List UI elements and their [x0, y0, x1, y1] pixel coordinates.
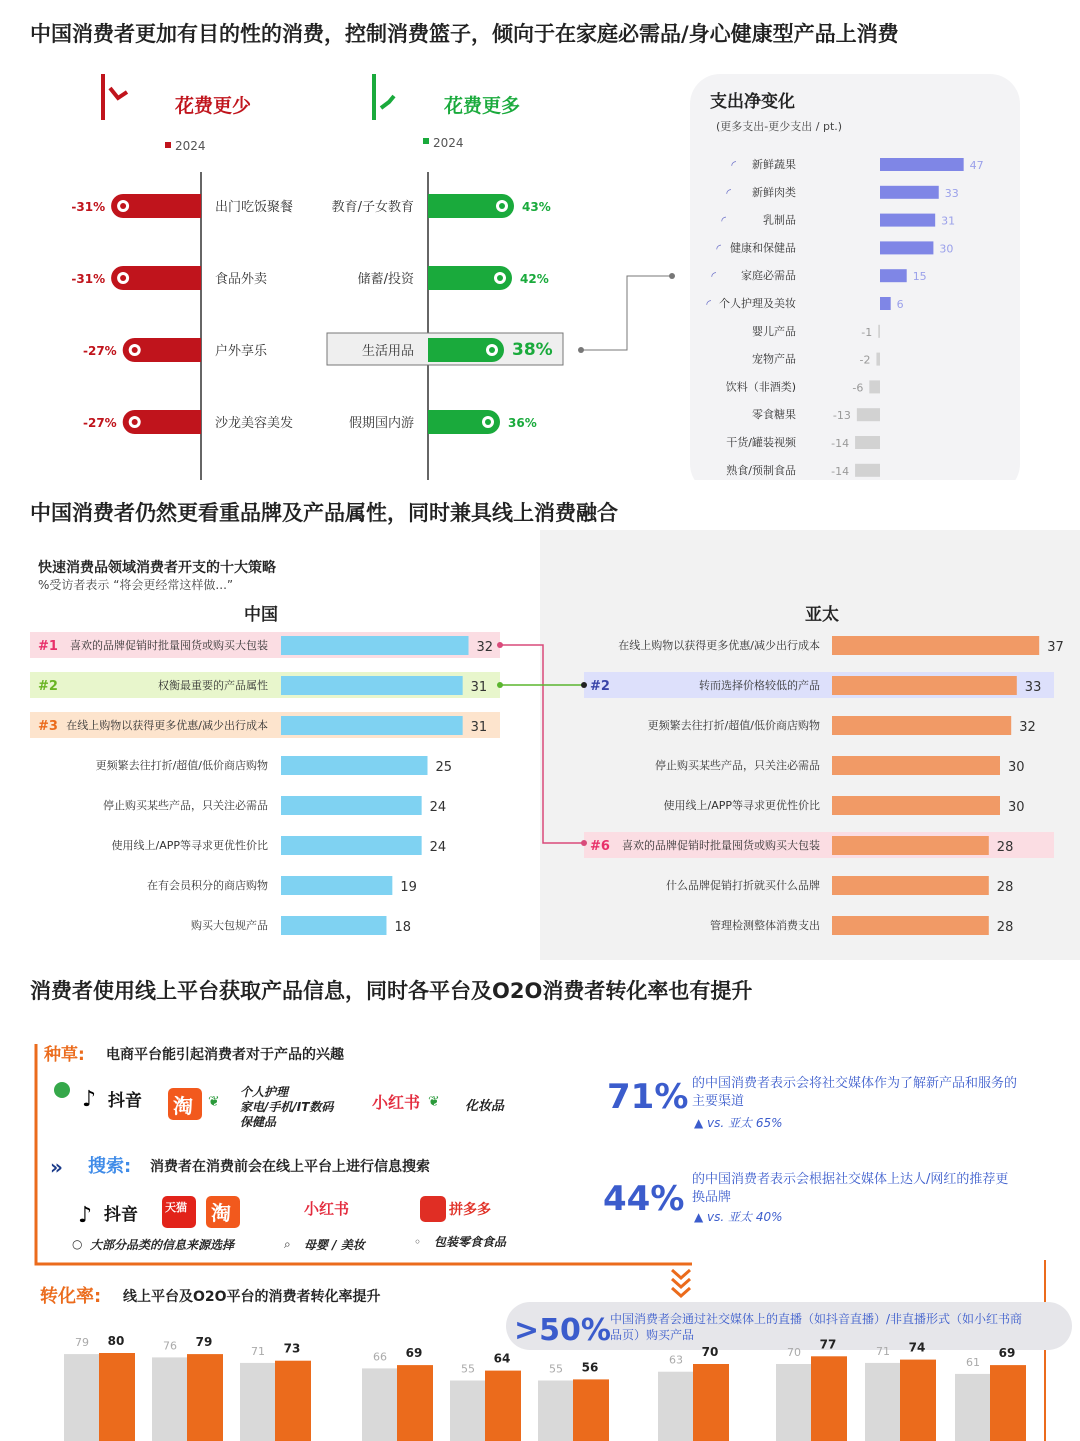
net-value: -14 — [831, 437, 850, 450]
net-change-panel — [690, 74, 1020, 480]
apac-bar — [832, 676, 1017, 695]
makeup-label: 化妆品 — [465, 1099, 505, 1114]
net-category: 新鲜肉类 — [752, 185, 796, 199]
svg-text:淘: 淘 — [211, 1201, 231, 1225]
section1-charts — [0, 60, 1080, 480]
net-category: 新鲜蔬果 — [752, 158, 796, 171]
svg-text:⌕: ⌕ — [284, 1237, 291, 1251]
china-category: 在线上购物以获得更多优惠/减少出行成本 — [66, 719, 268, 732]
foot3: 包装零食食品 — [434, 1235, 507, 1249]
apac-category: 转而选择价格较低的产品 — [699, 679, 820, 692]
net-change-title: 支出净变化 — [710, 92, 795, 112]
china-bar — [281, 916, 386, 935]
pdd-label: 拼多多 — [449, 1202, 491, 1218]
pdd-icon — [420, 1196, 446, 1222]
apac-panel — [540, 530, 1080, 960]
spend-less-icon — [103, 74, 127, 120]
stat2-number: 44% — [603, 1179, 685, 1219]
conv-bar-before — [450, 1381, 488, 1441]
douyin-label-2: 抖音 — [104, 1205, 138, 1225]
net-category: 熟食/预制食品 — [726, 463, 796, 477]
grass-label: 种草: — [44, 1045, 85, 1065]
conv-value-after: 64 — [493, 1351, 511, 1366]
china-category: 喜欢的品牌促销时批量囤货或购买大包装 — [70, 639, 268, 652]
conv-bar-before — [538, 1381, 576, 1441]
net-category: 个人护理及美妆 — [719, 297, 796, 310]
net-bar-negative — [878, 325, 880, 338]
apac-value: 32 — [1019, 720, 1036, 735]
top10-title: 快速消费品领域消费者开支的十大策略 — [38, 560, 276, 576]
apac-category: 喜欢的品牌促销时批量囤货或购买大包装 — [622, 839, 820, 852]
apac-bar — [832, 756, 1000, 775]
conv-value-after: 74 — [908, 1340, 926, 1355]
net-bar-positive — [880, 269, 907, 282]
foot1: 大部分品类的信息来源选择 — [90, 1238, 235, 1252]
stat2-text: 的中国消费者表示会根据社交媒体上达人/网红的推荐更换品牌 — [692, 1172, 1009, 1205]
connector-line — [581, 276, 672, 350]
cat3: 保健品 — [240, 1115, 277, 1129]
cat1: 个人护理 — [240, 1085, 289, 1099]
china-bar — [281, 716, 463, 735]
net-value: -1 — [861, 325, 873, 339]
growth-icon: ◜ — [706, 297, 711, 311]
conv-value-before: 63 — [669, 1353, 683, 1367]
section2-charts — [0, 530, 1080, 960]
china-value: 19 — [400, 880, 417, 895]
net-bar-negative — [855, 436, 880, 449]
china-category: 权衡最重要的产品属性 — [158, 679, 268, 692]
rank-badge: #2 — [590, 679, 610, 694]
search-arrow-icon: » — [50, 1155, 63, 1179]
conv-bar-before — [776, 1364, 814, 1441]
net-value: -2 — [859, 353, 871, 367]
svg-text:○: ○ — [72, 1237, 83, 1251]
conv-value-before: 66 — [373, 1350, 387, 1364]
conv-value-before: 70 — [787, 1346, 801, 1359]
conv-bar-after — [573, 1379, 609, 1441]
section3-graphic — [0, 1020, 1080, 1441]
spend-more-value: 42% — [520, 272, 549, 286]
section3-title: 消费者使用线上平台获取产品信息，同时各平台及O2O消费者转化率也有提升 — [30, 979, 753, 1003]
spend-more-value: 36% — [508, 416, 537, 430]
conv-value-before: 76 — [163, 1339, 177, 1353]
orange-frame — [36, 1044, 692, 1264]
spend-more-value: 38% — [512, 340, 553, 360]
china-bar — [281, 676, 463, 695]
china-bar — [281, 756, 428, 775]
net-value: -13 — [832, 409, 851, 423]
apac-category: 什么品牌促销打折就买什么品牌 — [666, 879, 820, 892]
stat1-text: 的中国消费者表示会将社交媒体作为了解新产品和服务的主要渠道 — [692, 1076, 1018, 1109]
growth-icon: ◜ — [731, 158, 736, 172]
net-bar-positive — [880, 241, 933, 254]
spend-less-value: -31% — [71, 200, 106, 214]
conv-bar-before — [362, 1368, 400, 1441]
conv-bar-before — [240, 1363, 278, 1441]
net-category: 乳制品 — [763, 213, 796, 227]
china-category: 使用线上/APP等寻求更优性价比 — [111, 839, 268, 852]
china-value: 25 — [435, 760, 453, 775]
net-bar-negative — [869, 380, 880, 393]
stat3-text: 中国消费者会通过社交媒体上的直播（如抖音直播）/非直播形式（如小红书商品页）购买产品 — [610, 1312, 1023, 1342]
spend-less-title: 花费更少 — [175, 95, 252, 117]
growth-icon: ◜ — [716, 241, 721, 256]
net-bar-negative — [855, 464, 880, 477]
conv-value-after: 73 — [283, 1341, 301, 1356]
net-category: 零食糖果 — [752, 408, 796, 422]
net-bar-negative — [876, 353, 880, 366]
search-label: 搜索: — [88, 1156, 132, 1177]
china-bar — [281, 796, 422, 815]
apac-bar — [832, 836, 989, 855]
growth-icon: ◜ — [711, 269, 716, 284]
conv-bar-after — [811, 1356, 847, 1441]
conv-bar-after — [485, 1371, 521, 1441]
douyin-icon-2: ♪ — [78, 1203, 93, 1228]
conv-bar-after — [397, 1365, 433, 1441]
apac-value: 28 — [996, 880, 1014, 895]
spend-less-category: 食品外卖 — [215, 272, 268, 287]
net-bar-positive — [880, 186, 939, 199]
legend-2024-green: 2024 — [433, 136, 464, 150]
conv-value-after: 69 — [405, 1346, 423, 1361]
apac-category: 管理检测整体消费支出 — [710, 919, 820, 932]
china-category: 停止购买某些产品，只关注必需品 — [103, 799, 268, 812]
net-category: 健康和保健品 — [730, 241, 796, 255]
conv-label: 转化率: — [40, 1286, 102, 1307]
china-value: 24 — [429, 800, 447, 815]
spend-more-category: 假期国内游 — [348, 416, 414, 431]
growth-icon: ◜ — [726, 185, 731, 200]
panel-china-label: 中国 — [244, 605, 278, 625]
china-value: 24 — [429, 840, 447, 855]
spend-more-title: 花费更多 — [444, 95, 521, 117]
spend-more-bars — [332, 194, 553, 434]
apac-value: 30 — [1008, 800, 1025, 815]
apac-bar — [832, 716, 1011, 735]
conv-desc: 线上平台及O2O平台的消费者转化率提升 — [123, 1289, 381, 1305]
douyin-label: 抖音 — [108, 1091, 142, 1111]
net-category: 干货/罐装视频 — [726, 436, 796, 449]
apac-category: 停止购买某些产品，只关注必需品 — [655, 759, 820, 772]
conv-bar-after — [99, 1353, 135, 1441]
foot2: 母婴 / 美妆 — [304, 1238, 365, 1252]
stat3-number: >50% — [514, 1313, 611, 1348]
apac-value: 33 — [1024, 680, 1042, 695]
apac-value: 30 — [1008, 760, 1025, 775]
conv-bar-after — [187, 1354, 223, 1441]
apac-category: 更频繁去往打折/超值/低价商店购物 — [647, 719, 820, 732]
net-bar-positive — [880, 158, 964, 171]
net-value: -6 — [852, 381, 864, 395]
rank-badge: #3 — [38, 719, 58, 734]
net-bar-positive — [880, 214, 935, 227]
conv-bar-after — [900, 1360, 936, 1441]
apac-value: 28 — [996, 920, 1014, 935]
rank-badge: #1 — [38, 639, 58, 654]
conv-bar-before — [865, 1363, 903, 1441]
svg-text:◦: ◦ — [414, 1235, 422, 1249]
panel-apac-label: 亚太 — [805, 605, 839, 625]
net-value: 30 — [939, 242, 954, 256]
conversion-bars — [64, 1334, 1026, 1441]
spend-more-category: 教育/子女教育 — [331, 200, 414, 215]
china-value: 18 — [394, 920, 412, 935]
section1-title: 中国消费者更加有目的性的消费，控制消费篮子，倾向于在家庭必需品/身心健康型产品上消费 — [30, 22, 899, 46]
conv-value-after: 79 — [195, 1335, 213, 1350]
conv-bar-after — [990, 1365, 1026, 1441]
conv-value-before: 55 — [461, 1362, 475, 1376]
china-bar — [281, 836, 422, 855]
sprout-icon-2: ❦ — [428, 1094, 440, 1110]
spend-more-value: 43% — [522, 200, 551, 214]
spend-less-value: -27% — [82, 344, 117, 358]
conv-value-after: 70 — [701, 1345, 719, 1359]
conv-bar-before — [658, 1372, 696, 1441]
conv-bar-before — [64, 1354, 102, 1441]
legend-swatch-red — [165, 142, 171, 148]
spend-more-icon — [374, 74, 394, 120]
conv-value-after: 80 — [107, 1334, 125, 1348]
china-value: 31 — [470, 680, 488, 695]
dot-icon — [54, 1082, 70, 1098]
rank-badge: #2 — [38, 679, 58, 694]
china-value: 31 — [470, 720, 488, 735]
spend-more-category: 储蓄/投资 — [357, 272, 414, 287]
top10-subtitle: %受访者表示 “将会更经常这样做...” — [38, 578, 234, 592]
spend-less-value: -27% — [82, 416, 117, 430]
xhs-logo-2: 小红书 — [304, 1200, 350, 1218]
china-category: 在有会员积分的商店购物 — [147, 879, 268, 892]
spend-less-value: -31% — [71, 272, 106, 286]
section2-title: 中国消费者仍然更看重品牌及产品属性，同时兼具线上消费融合 — [30, 501, 618, 525]
spend-less-bars — [71, 194, 293, 434]
stat1-number: 71% — [607, 1077, 689, 1117]
net-change-subtitle: (更多支出-更少支出 / pt.) — [716, 120, 843, 133]
net-value: 15 — [912, 270, 927, 284]
search-desc: 消费者在消费前会在线上平台上进行信息搜索 — [150, 1159, 430, 1175]
apac-bar — [832, 636, 1039, 655]
net-category: 家庭必需品 — [741, 269, 796, 283]
net-value: 6 — [896, 298, 904, 311]
apac-value: 37 — [1047, 640, 1064, 655]
china-bar — [281, 636, 469, 655]
china-bar — [281, 876, 392, 895]
douyin-icon: ♪ — [82, 1087, 97, 1112]
apac-category: 使用线上/APP等寻求更优性价比 — [663, 799, 820, 812]
conv-value-before: 61 — [966, 1355, 980, 1369]
conv-value-before: 55 — [549, 1362, 563, 1376]
stat1-vs: ▲ vs. 亚太 65% — [694, 1116, 783, 1130]
china-value: 32 — [476, 640, 494, 655]
china-category: 更频繁去往打折/超值/低价商店购物 — [95, 759, 268, 772]
apac-bar — [832, 796, 1000, 815]
conv-value-before: 79 — [75, 1336, 89, 1350]
spend-more-category: 生活用品 — [361, 344, 414, 359]
cat2: 家电/手机/IT数码 — [240, 1100, 334, 1114]
conv-bar-before — [955, 1374, 993, 1441]
apac-bar — [832, 916, 989, 935]
conv-value-before: 71 — [876, 1344, 890, 1358]
conv-bar-before — [152, 1357, 190, 1441]
net-value: 31 — [941, 214, 956, 228]
spend-less-category: 户外享乐 — [215, 344, 268, 359]
spend-less-category: 沙龙美容美发 — [215, 416, 294, 431]
net-bar-negative — [857, 408, 880, 421]
stat2-vs: ▲ vs. 亚太 40% — [694, 1210, 783, 1224]
conv-value-after: 69 — [998, 1346, 1016, 1361]
legend-swatch-green — [423, 138, 429, 144]
conv-value-after: 56 — [581, 1360, 599, 1375]
growth-icon: ◜ — [721, 213, 726, 228]
xhs-logo: 小红书 — [372, 1093, 421, 1112]
net-value: -14 — [831, 464, 850, 478]
apac-value: 28 — [996, 840, 1014, 855]
china-category: 购买大包规产品 — [191, 919, 268, 932]
net-bar-positive — [880, 297, 891, 310]
legend-2024-red: 2024 — [175, 139, 206, 153]
chevron-down-icon — [672, 1270, 690, 1296]
net-value: 47 — [969, 159, 984, 172]
spend-less-category: 出门吃饭聚餐 — [215, 200, 294, 215]
sprout-icon: ❦ — [208, 1094, 220, 1110]
svg-text:淘: 淘 — [173, 1094, 193, 1118]
apac-category: 在线上购物以获得更多优惠/减少出行成本 — [618, 639, 820, 652]
net-category: 婴儿产品 — [752, 324, 796, 338]
conv-value-after: 77 — [819, 1337, 837, 1352]
conv-bar-after — [693, 1364, 729, 1441]
net-value: 33 — [944, 186, 959, 200]
net-category: 宠物产品 — [752, 352, 796, 366]
conv-value-before: 71 — [251, 1344, 265, 1358]
grass-desc: 电商平台能引起消费者对于产品的兴趣 — [106, 1047, 344, 1063]
conv-bar-after — [275, 1361, 311, 1441]
apac-bar — [832, 876, 989, 895]
rank-badge: #6 — [590, 839, 610, 854]
net-category: 饮料（非酒类) — [725, 380, 796, 394]
svg-text:天猫: 天猫 — [165, 1201, 187, 1214]
